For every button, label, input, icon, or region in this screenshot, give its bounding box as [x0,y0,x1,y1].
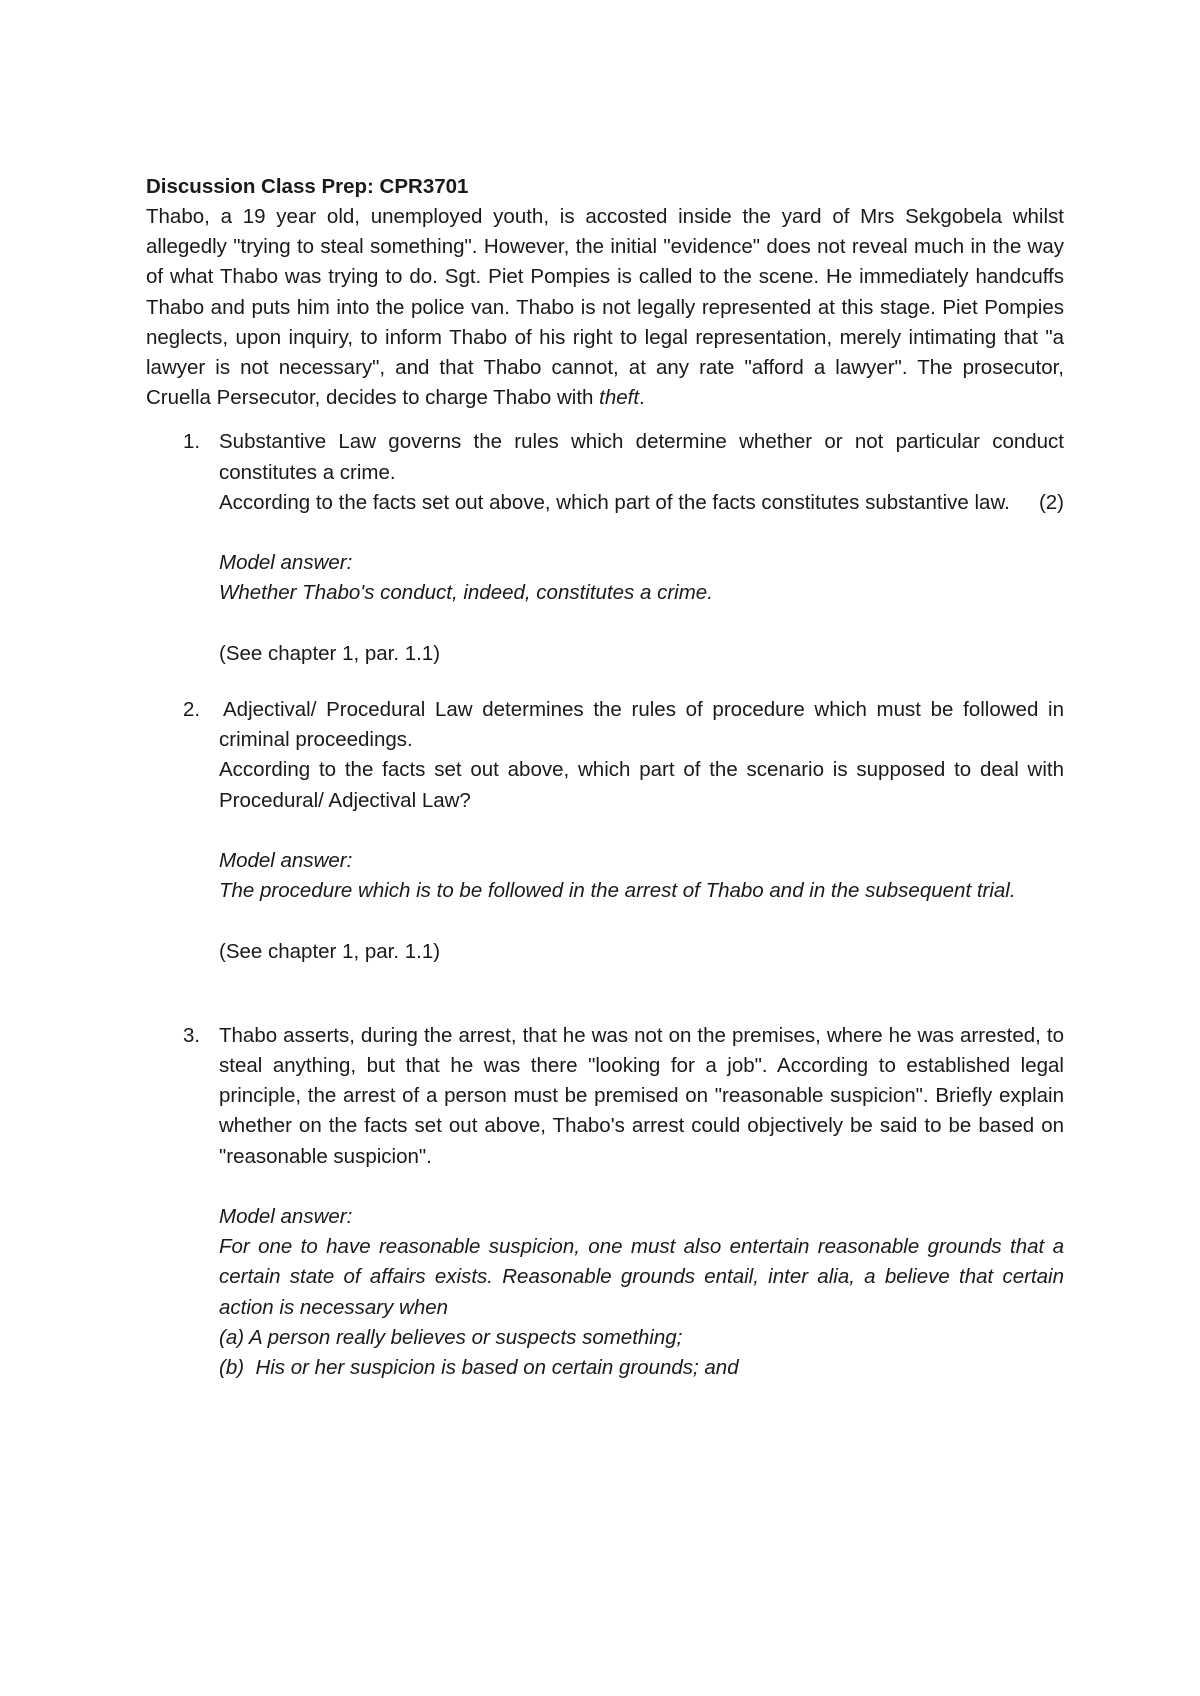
scenario-end: . [639,386,645,410]
answer-point-b: (b) His or her suspicion is based on certain grounds; and [219,1356,739,1380]
question-statement: Thabo asserts, during the arrest, that he was not on the premises, where he was arrested, to steal anything, but that he was there "looking for a job". According to established legal principle, the arrest of a person must be premised on "reasonable suspicion". Briefly explain whether on the facts set out above, Thabo's arrest could objectively be said to be based on "reasonable suspicion". [219,1023,1064,1168]
question-text: According to the facts set out above, which part of the facts constitutes substantive law. [219,490,1010,514]
question-3 [146,1021,1064,1383]
question-statement: Adjectival/ Procedural Law determines the rules of procedure which must be followed in criminal proceedings. [219,698,1064,752]
question-text: According to the facts set out above, which part of the scenario is supposed to deal with Procedural/ Adjectival Law? [219,758,1064,812]
model-answer-label: Model answer: [219,849,353,873]
model-answer: For one to have reasonable suspicion, one must also entertain reasonable grounds that a certain state of affairs exists. Reasonable grounds entail, inter alia, a believe that certain action is necessary when [219,1235,1064,1319]
model-answer-label: Model answer: [219,1205,353,1229]
scenario-text: Thabo, a 19 year old, unemployed youth, is accosted inside the yard of Mrs Sekgobela whilst allegedly "trying to steal something". However, the initial "evidence" does not reveal much in the way of what Thabo was trying to do. Sgt. Piet Pompies is called to the scene. He immediately handcuffs Thabo and puts him into the police van. Thabo is not legally represented at this stage. Piet Pompies neglects, upon inquiry, to inform Thabo of his right to legal representation, merely intimating that "a lawyer is not necessary", and that Thabo cannot, at any rate "afford a lawyer". The prosecutor, Cruella Persecutor, decides to charge Thabo with [146,205,1064,410]
question-number: 3. [183,1023,201,1047]
question-number: 1. [183,430,201,454]
document-title: Discussion Class Prep: CPR3701 [146,175,469,198]
model-answer: Whether Thabo's conduct, indeed, constitutes a crime. [219,581,713,605]
chapter-reference: (See chapter 1, par. 1.1) [219,939,441,963]
question-prompt [219,488,1064,518]
scenario-paragraph [146,202,1064,413]
model-answer: The procedure which is to be followed in the arrest of Thabo and in the subsequent trial. [219,879,1016,903]
scenario-charge: theft [599,386,640,410]
question-1 [146,427,1064,669]
answer-point-a: (a) A person really believes or suspects something; [219,1325,683,1349]
model-answer-label: Model answer: [219,551,353,575]
question-marks: (2) [1038,490,1064,514]
chapter-reference: (See chapter 1, par. 1.1) [219,641,441,665]
question-number: 2. [183,698,201,722]
document-body [146,172,1064,1383]
question-2 [146,695,1064,967]
question-statement: Substantive Law governs the rules which determine whether or not particular conduct constitutes a crime. [219,430,1064,484]
